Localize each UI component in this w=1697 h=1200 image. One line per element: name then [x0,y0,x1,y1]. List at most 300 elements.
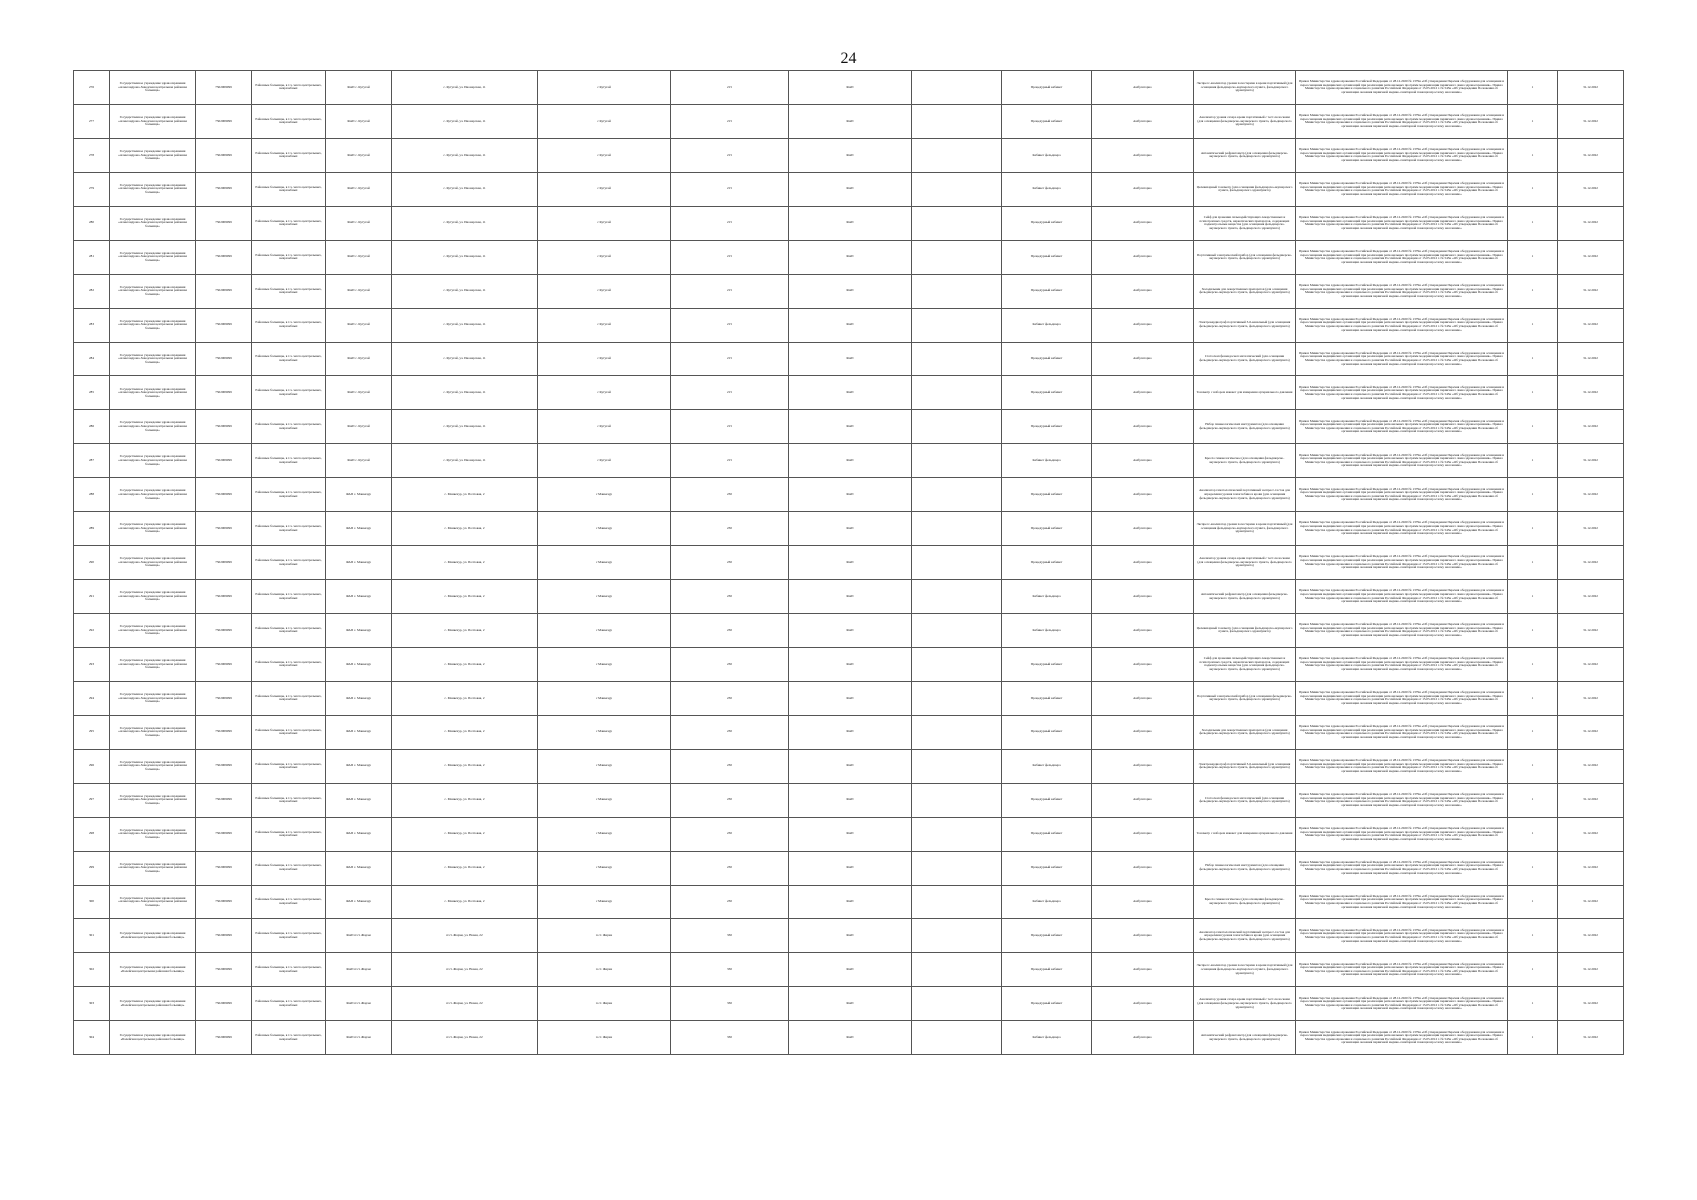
quantity-cell: 1 [1508,783,1558,817]
locality-cell: с Манкечур [538,614,671,648]
facility-form-cell: ФАП [789,851,912,885]
quantity-cell: 1 [1508,172,1558,206]
room-cell: Процедурный кабинет [1002,546,1092,580]
regulation-cell: Приказ Министерства здравоохранения Российской Федерации от 28.12.2020 № 1379н «Об утверждении Перечня оборудования для оснащения и переоснащения медицинских организаций при реализации региональных программ модернизации первичного звена здравоохранения». Приказ Министерства здравоохранения и социального развития Российской Федерации от 15.05.2012 г. № 543н «Об утверждении Положения об организации оказания первичной медико-санитарной помощи взрослому населению» [1296,444,1508,478]
regulation-cell: Приказ Министерства здравоохранения Российской Федерации от 28.12.2020 № 1379н «Об утверждении Перечня оборудования для оснащения и переоснащения медицинских организаций при реализации региональных программ модернизации первичного звена здравоохранения». Приказ Министерства здравоохранения и социального развития Российской Федерации от 15.05.2012 г. № 543н «Об утверждении Положения об организации оказания первичной медико-санитарной помощи взрослому населению» [1296,478,1508,512]
organization-cell: Государственное учреждение здравоохранения «Балейская центральная районная больница» [110,1021,196,1055]
locality-cell: п ст. Жарчи [538,987,671,1021]
facility-form-cell: ФАП [789,308,912,342]
settlement-code-cell: 215 [671,206,789,240]
locality-cell: п ст. Жарчи [538,953,671,987]
regulation-cell: Приказ Министерства здравоохранения Российской Федерации от 28.12.2020 № 1379н «Об утверждении Перечня оборудования для оснащения и переоснащения медицинских организаций при реализации региональных программ модернизации первичного звена здравоохранения». Приказ Министерства здравоохранения и социального развития Российской Федерации от 15.05.2012 г. № 543н «Об утверждении Положения об организации оказания первичной медико-санитарной помощи взрослому населению» [1296,817,1508,851]
empty-cell [912,919,1002,953]
equipment-cell: Тонометр с набором манжет для измерения артериального давления [1194,376,1296,410]
organization-cell: Государственное учреждение здравоохранения «Александрово-Заводская центральная районная больница» [110,715,196,749]
address-cell: с. Манкечур, ул. Почтовая, 2 [392,512,538,546]
code-cell: 7502009099 [196,206,252,240]
facility-name-cell: ФАП с. Кутугай [326,308,392,342]
empty-cell [912,885,1002,919]
settlement-code-cell: 230 [671,546,789,580]
locality-cell: с Манкечур [538,546,671,580]
settlement-code-cell: 230 [671,715,789,749]
quantity-cell: 1 [1508,953,1558,987]
locality-cell: с Манкечур [538,512,671,546]
row-number-cell: 291 [74,580,110,614]
facility-form-cell: ФАП [789,614,912,648]
empty-cell [912,987,1002,1021]
care-type-cell: Амбулаторно [1092,1021,1194,1055]
locality-cell: с Кутугай [538,342,671,376]
address-cell: с. Манкечур, ул. Почтовая, 2 [392,647,538,681]
locality-cell: с Кутугай [538,240,671,274]
table-row [74,1021,1624,1055]
settlement-code-cell: 230 [671,681,789,715]
locality-cell: п ст. Жарчи [538,919,671,953]
equipment-cell: Стетоскоп/фонендоскоп металлический (для оснащения фельдшерско-акушерского пункта, фельдшерского здравпункта) [1194,783,1296,817]
quantity-cell: 1 [1508,342,1558,376]
facility-form-cell: ФАП [789,71,912,105]
address-cell: п/ст. Жарчи, ул. Новая, 22 [392,987,538,1021]
facility-form-cell: ФАП [789,885,912,919]
date-cell: 31.12.2022 [1558,376,1624,410]
regulation-cell: Приказ Министерства здравоохранения Российской Федерации от 28.12.2020 № 1379н «Об утверждении Перечня оборудования для оснащения и переоснащения медицинских организаций при реализации региональных программ модернизации первичного звена здравоохранения». Приказ Министерства здравоохранения и социального развития Российской Федерации от 15.05.2012 г. № 543н «Об утверждении Положения об организации оказания первичной медико-санитарной помощи взрослому населению» [1296,138,1508,172]
facility-kind-cell: Районные больницы, в т.ч. число центральных, неврачебных [252,817,326,851]
row-number-cell: 293 [74,647,110,681]
address-cell: п/ст. Жарчи, ул. Новая, 22 [392,1021,538,1055]
settlement-code-cell: 230 [671,783,789,817]
facility-kind-cell: Районные больницы, в т.ч. число центральных, неврачебных [252,172,326,206]
code-cell: 7502009099 [196,681,252,715]
locality-cell: с Манкечур [538,817,671,851]
facility-name-cell: ФАП п/ст. Жарчи [326,1021,392,1055]
room-cell: Процедурный кабинет [1002,647,1092,681]
empty-cell [912,104,1002,138]
quantity-cell: 1 [1508,681,1558,715]
quantity-cell: 1 [1508,546,1558,580]
row-number-cell: 283 [74,308,110,342]
regulation-cell: Приказ Министерства здравоохранения Российской Федерации от 28.12.2020 № 1379н «Об утверждении Перечня оборудования для оснащения и переоснащения медицинских организаций при реализации региональных программ модернизации первичного звена здравоохранения». Приказ Министерства здравоохранения и социального развития Российской Федерации от 15.05.2012 г. № 543н «Об утверждении Положения об организации оказания первичной медико-санитарной помощи взрослому населению» [1296,647,1508,681]
facility-name-cell: ФАП с. Кутугай [326,410,392,444]
room-cell: Кабинет фельдшера [1002,614,1092,648]
locality-cell: с Манкечур [538,681,671,715]
organization-cell: Государственное учреждение здравоохранения «Балейская центральная районная больница» [110,919,196,953]
facility-name-cell: ФАП с. Кутугай [326,172,392,206]
room-cell: Процедурный кабинет [1002,342,1092,376]
table-row [74,71,1624,105]
table-row [74,715,1624,749]
facility-kind-cell: Районные больницы, в т.ч. число центральных, неврачебных [252,953,326,987]
equipment-cell: Набор гинекологических инструментов (для оснащения фельдшерско-акушерского пункта, фельдшерского здравпункта) [1194,410,1296,444]
empty-cell [912,308,1002,342]
facility-kind-cell: Районные больницы, в т.ч. число центральных, неврачебных [252,851,326,885]
table-row [74,138,1624,172]
date-cell: 31.12.2022 [1558,919,1624,953]
facility-form-cell: ФАП [789,987,912,1021]
settlement-code-cell: 215 [671,444,789,478]
care-type-cell: Амбулаторно [1092,783,1194,817]
code-cell: 7502009099 [196,376,252,410]
quantity-cell: 1 [1508,410,1558,444]
table-body [74,71,1624,1055]
facility-kind-cell: Районные больницы, в т.ч. число центральных, неврачебных [252,444,326,478]
code-cell: 7502009099 [196,885,252,919]
facility-kind-cell: Районные больницы, в т.ч. число центральных, неврачебных [252,1021,326,1055]
equipment-cell: Автоматический рефрактометр (для оснащения фельдшерско-акушерского пункта, фельдшерского здравпункта) [1194,1021,1296,1055]
facility-name-cell: ФАП с. Манкечур [326,783,392,817]
table-row [74,580,1624,614]
row-number-cell: 278 [74,138,110,172]
equipment-cell: Кресло гинекологическое (для оснащения фельдшерско-акушерского пункта, фельдшерского здравпункта) [1194,885,1296,919]
row-number-cell: 290 [74,546,110,580]
settlement-code-cell: 330 [671,1021,789,1055]
facility-kind-cell: Районные больницы, в т.ч. число центральных, неврачебных [252,274,326,308]
locality-cell: с Кутугай [538,444,671,478]
organization-cell: Государственное учреждение здравоохранения «Александрово-Заводская центральная районная больница» [110,308,196,342]
facility-kind-cell: Районные больницы, в т.ч. число центральных, неврачебных [252,749,326,783]
table-row [74,172,1624,206]
empty-cell [912,953,1002,987]
equipment-cell: Анализатор гематологический портативный экспресс-тестов для определения уровня гемоглобина в крови (для оснащения фельдшерско-акушерского пункта, фельдшерского здравпункта) [1194,919,1296,953]
locality-cell: с Манкечур [538,580,671,614]
empty-cell [912,580,1002,614]
facility-kind-cell: Районные больницы, в т.ч. число центральных, неврачебных [252,783,326,817]
facility-form-cell: ФАП [789,206,912,240]
table-row [74,104,1624,138]
room-cell: Процедурный кабинет [1002,919,1092,953]
equipment-cell: Анализатор уровня сахара крови портативный с тест-полосками (для оснащения фельдшерско-акушерского пункта, фельдшерского здравпункта) [1194,987,1296,1021]
equipment-cell: Холодильник для лекарственных препаратов (для оснащения фельдшерско-акушерского пункта, фельдшерского здравпункта) [1194,715,1296,749]
room-cell: Процедурный кабинет [1002,71,1092,105]
empty-cell [912,274,1002,308]
table-row [74,206,1624,240]
quantity-cell: 1 [1508,580,1558,614]
settlement-code-cell: 230 [671,478,789,512]
equipment-cell: Целевизарный тонометр (для оснащения фельдшерско-акушерского пункта, фельдшерского здравпункта) [1194,614,1296,648]
facility-name-cell: ФАП п/ст. Жарчи [326,919,392,953]
facility-name-cell: ФАП с. Манкечур [326,851,392,885]
table-row [74,240,1624,274]
facility-form-cell: ФАП [789,376,912,410]
address-cell: с. Манкечур, ул. Почтовая, 2 [392,546,538,580]
table-row [74,308,1624,342]
quantity-cell: 1 [1508,206,1558,240]
facility-name-cell: ФАП с. Манкечур [326,512,392,546]
row-number-cell: 299 [74,851,110,885]
room-cell: Процедурный кабинет [1002,240,1092,274]
regulation-cell: Приказ Министерства здравоохранения Российской Федерации от 28.12.2020 № 1379н «Об утверждении Перечня оборудования для оснащения и переоснащения медицинских организаций при реализации региональных программ модернизации первичного звена здравоохранения». Приказ Министерства здравоохранения и социального развития Российской Федерации от 15.05.2012 г. № 543н «Об утверждении Положения об организации оказания первичной медико-санитарной помощи взрослому населению» [1296,749,1508,783]
equipment-cell: Набор гинекологических инструментов (для оснащения фельдшерско-акушерского пункта, фельдшерского здравпункта) [1194,851,1296,885]
room-cell: Кабинет фельдшера [1002,1021,1092,1055]
equipment-cell: Экспресс-анализатор уровня холестерина в крови портативный (для оснащения фельдшерско-акушерского пункта, фельдшерского здравпункта) [1194,71,1296,105]
empty-cell [912,546,1002,580]
settlement-code-cell: 230 [671,580,789,614]
facility-form-cell: ФАП [789,715,912,749]
settlement-code-cell: 230 [671,817,789,851]
quantity-cell: 1 [1508,376,1558,410]
facility-form-cell: ФАП [789,1021,912,1055]
organization-cell: Государственное учреждение здравоохранения «Александрово-Заводская центральная районная больница» [110,240,196,274]
row-number-cell: 297 [74,783,110,817]
regulation-cell: Приказ Министерства здравоохранения Российской Федерации от 28.12.2020 № 1379н «Об утверждении Перечня оборудования для оснащения и переоснащения медицинских организаций при реализации региональных программ модернизации первичного звена здравоохранения». Приказ Министерства здравоохранения и социального развития Российской Федерации от 15.05.2012 г. № 543н «Об утверждении Положения об организации оказания первичной медико-санитарной помощи взрослому населению» [1296,376,1508,410]
organization-cell: Государственное учреждение здравоохранения «Александрово-Заводская центральная районная больница» [110,512,196,546]
table-row [74,647,1624,681]
quantity-cell: 1 [1508,138,1558,172]
row-number-cell: 294 [74,681,110,715]
table-row [74,851,1624,885]
facility-name-cell: ФАП с. Кутугай [326,274,392,308]
row-number-cell: 287 [74,444,110,478]
table-row [74,614,1624,648]
locality-cell: с Кутугай [538,274,671,308]
care-type-cell: Амбулаторно [1092,512,1194,546]
room-cell: Процедурный кабинет [1002,681,1092,715]
quantity-cell: 1 [1508,919,1558,953]
care-type-cell: Амбулаторно [1092,71,1194,105]
date-cell: 31.12.2022 [1558,240,1624,274]
empty-cell [912,206,1002,240]
settlement-code-cell: 215 [671,104,789,138]
address-cell: с. Кутугай, ул. Пионерская, 11 [392,342,538,376]
organization-cell: Государственное учреждение здравоохранения «Александрово-Заводская центральная районная больница» [110,444,196,478]
code-cell: 7502009099 [196,647,252,681]
date-cell: 31.12.2022 [1558,546,1624,580]
address-cell: п/ст. Жарчи, ул. Новая, 22 [392,919,538,953]
facility-form-cell: ФАП [789,274,912,308]
regulation-cell: Приказ Министерства здравоохранения Российской Федерации от 28.12.2020 № 1379н «Об утверждении Перечня оборудования для оснащения и переоснащения медицинских организаций при реализации региональных программ модернизации первичного звена здравоохранения». Приказ Министерства здравоохранения и социального развития Российской Федерации от 15.05.2012 г. № 543н «Об утверждении Положения об организации оказания первичной медико-санитарной помощи взрослому населению» [1296,172,1508,206]
quantity-cell: 1 [1508,647,1558,681]
equipment-cell: Портативный электрический прибор (для оснащения фельдшерско-акушерского пункта, фельдшерского здравпункта) [1194,681,1296,715]
facility-name-cell: ФАП с. Манкечур [326,817,392,851]
facility-name-cell: ФАП с. Манкечур [326,478,392,512]
regulation-cell: Приказ Министерства здравоохранения Российской Федерации от 28.12.2020 № 1379н «Об утверждении Перечня оборудования для оснащения и переоснащения медицинских организаций при реализации региональных программ модернизации первичного звена здравоохранения». Приказ Министерства здравоохранения и социального развития Российской Федерации от 15.05.2012 г. № 543н «Об утверждении Положения об организации оказания первичной медико-санитарной помощи взрослому населению» [1296,987,1508,1021]
code-cell: 7502009099 [196,172,252,206]
settlement-code-cell: 230 [671,614,789,648]
table-row [74,478,1624,512]
organization-cell: Государственное учреждение здравоохранения «Александрово-Заводская центральная районная больница» [110,478,196,512]
organization-cell: Государственное учреждение здравоохранения «Александрово-Заводская центральная районная больница» [110,580,196,614]
date-cell: 31.12.2022 [1558,851,1624,885]
room-cell: Процедурный кабинет [1002,104,1092,138]
date-cell: 31.12.2022 [1558,580,1624,614]
empty-cell [912,444,1002,478]
care-type-cell: Амбулаторно [1092,172,1194,206]
facility-form-cell: ФАП [789,580,912,614]
code-cell: 7502009099 [196,478,252,512]
quantity-cell: 1 [1508,851,1558,885]
locality-cell: с Манкечур [538,478,671,512]
regulation-cell: Приказ Министерства здравоохранения Российской Федерации от 28.12.2020 № 1379н «Об утверждении Перечня оборудования для оснащения и переоснащения медицинских организаций при реализации региональных программ модернизации первичного звена здравоохранения». Приказ Министерства здравоохранения и социального развития Российской Федерации от 15.05.2012 г. № 543н «Об утверждении Положения об организации оказания первичной медико-санитарной помощи взрослому населению» [1296,104,1508,138]
equipment-registry-table [73,70,1624,1055]
equipment-cell: Экспресс-анализатор уровня холестерина в крови портативный (для оснащения фельдшерско-акушерского пункта, фельдшерского здравпункта) [1194,512,1296,546]
equipment-cell: Сейф для хранения сильнодействующих лекарственных и психотропных средств, наркотических препаратов, содержащих подконтрольные вещества (для оснащения фельдшерско-акушерского пункта, фельдшерского здравпункта) [1194,647,1296,681]
table-row [74,410,1624,444]
facility-form-cell: ФАП [789,512,912,546]
organization-cell: Государственное учреждение здравоохранения «Балейская центральная районная больница» [110,987,196,1021]
quantity-cell: 1 [1508,1021,1558,1055]
empty-cell [912,817,1002,851]
facility-name-cell: ФАП с. Манкечур [326,715,392,749]
facility-kind-cell: Районные больницы, в т.ч. число центральных, неврачебных [252,647,326,681]
settlement-code-cell: 215 [671,172,789,206]
empty-cell [912,172,1002,206]
empty-cell [912,138,1002,172]
row-number-cell: 285 [74,376,110,410]
facility-kind-cell: Районные больницы, в т.ч. число центральных, неврачебных [252,206,326,240]
facility-kind-cell: Районные больницы, в т.ч. число центральных, неврачебных [252,614,326,648]
facility-kind-cell: Районные больницы, в т.ч. число центральных, неврачебных [252,715,326,749]
organization-cell: Государственное учреждение здравоохранения «Александрово-Заводская центральная районная больница» [110,817,196,851]
facility-kind-cell: Районные больницы, в т.ч. число центральных, неврачебных [252,512,326,546]
quantity-cell: 1 [1508,614,1558,648]
row-number-cell: 292 [74,614,110,648]
empty-cell [912,614,1002,648]
equipment-cell: Холодильник для лекарственных препаратов (для оснащения фельдшерско-акушерского пункта, фельдшерского здравпункта) [1194,274,1296,308]
settlement-code-cell: 215 [671,138,789,172]
regulation-cell: Приказ Министерства здравоохранения Российской Федерации от 28.12.2020 № 1379н «Об утверждении Перечня оборудования для оснащения и переоснащения медицинских организаций при реализации региональных программ модернизации первичного звена здравоохранения». Приказ Министерства здравоохранения и социального развития Российской Федерации от 15.05.2012 г. № 543н «Об утверждении Положения об организации оказания первичной медико-санитарной помощи взрослому населению» [1296,342,1508,376]
code-cell: 7502009099 [196,749,252,783]
address-cell: с. Кутугай, ул. Пионерская, 11 [392,444,538,478]
settlement-code-cell: 230 [671,749,789,783]
row-number-cell: 304 [74,1021,110,1055]
facility-name-cell: ФАП с. Кутугай [326,104,392,138]
room-cell: Кабинет фельдшера [1002,308,1092,342]
care-type-cell: Амбулаторно [1092,885,1194,919]
date-cell: 31.12.2022 [1558,478,1624,512]
equipment-cell: Автоматический рефрактометр (для оснащения фельдшерско-акушерского пункта, фельдшерского здравпункта) [1194,138,1296,172]
page-number: 24 [840,50,857,67]
table-row [74,885,1624,919]
settlement-code-cell: 230 [671,885,789,919]
address-cell: с. Кутугай, ул. Пионерская, 11 [392,308,538,342]
row-number-cell: 298 [74,817,110,851]
settlement-code-cell: 230 [671,647,789,681]
facility-form-cell: ФАП [789,546,912,580]
code-cell: 7502009099 [196,580,252,614]
organization-cell: Государственное учреждение здравоохранения «Александрово-Заводская центральная районная больница» [110,342,196,376]
code-cell: 7502009099 [196,410,252,444]
date-cell: 31.12.2022 [1558,512,1624,546]
empty-cell [912,410,1002,444]
settlement-code-cell: 215 [671,71,789,105]
address-cell: с. Кутугай, ул. Пионерская, 11 [392,138,538,172]
regulation-cell: Приказ Министерства здравоохранения Российской Федерации от 28.12.2020 № 1379н «Об утверждении Перечня оборудования для оснащения и переоснащения медицинских организаций при реализации региональных программ модернизации первичного звена здравоохранения». Приказ Министерства здравоохранения и социального развития Российской Федерации от 15.05.2012 г. № 543н «Об утверждении Положения об организации оказания первичной медико-санитарной помощи взрослому населению» [1296,953,1508,987]
regulation-cell: Приказ Министерства здравоохранения Российской Федерации от 28.12.2020 № 1379н «Об утверждении Перечня оборудования для оснащения и переоснащения медицинских организаций при реализации региональных программ модернизации первичного звена здравоохранения». Приказ Министерства здравоохранения и социального развития Российской Федерации от 15.05.2012 г. № 543н «Об утверждении Положения об организации оказания первичной медико-санитарной помощи взрослому населению» [1296,71,1508,105]
room-cell: Процедурный кабинет [1002,987,1092,1021]
organization-cell: Государственное учреждение здравоохранения «Александрово-Заводская центральная районная больница» [110,172,196,206]
date-cell: 31.12.2022 [1558,783,1624,817]
care-type-cell: Амбулаторно [1092,342,1194,376]
row-number-cell: 281 [74,240,110,274]
code-cell: 7502009099 [196,274,252,308]
table-row [74,987,1624,1021]
facility-form-cell: ФАП [789,478,912,512]
table-row [74,783,1624,817]
locality-cell: с Кутугай [538,410,671,444]
empty-cell [912,715,1002,749]
facility-name-cell: ФАП с. Кутугай [326,444,392,478]
code-cell: 7502009099 [196,444,252,478]
room-cell: Процедурный кабинет [1002,478,1092,512]
code-cell: 7502009099 [196,919,252,953]
row-number-cell: 286 [74,410,110,444]
care-type-cell: Амбулаторно [1092,715,1194,749]
care-type-cell: Амбулаторно [1092,104,1194,138]
date-cell: 31.12.2022 [1558,71,1624,105]
organization-cell: Государственное учреждение здравоохранения «Александрово-Заводская центральная районная больница» [110,138,196,172]
locality-cell: с Манкечур [538,647,671,681]
settlement-code-cell: 215 [671,274,789,308]
locality-cell: с Кутугай [538,172,671,206]
facility-kind-cell: Районные больницы, в т.ч. число центральных, неврачебных [252,885,326,919]
row-number-cell: 284 [74,342,110,376]
equipment-cell: Автоматический рефрактометр (для оснащения фельдшерско-акушерского пункта, фельдшерского здравпункта) [1194,580,1296,614]
address-cell: с. Кутугай, ул. Пионерская, 11 [392,274,538,308]
date-cell: 31.12.2022 [1558,206,1624,240]
organization-cell: Государственное учреждение здравоохранения «Александрово-Заводская центральная районная больница» [110,614,196,648]
organization-cell: Государственное учреждение здравоохранения «Балейская центральная районная больница» [110,953,196,987]
facility-kind-cell: Районные больницы, в т.ч. число центральных, неврачебных [252,580,326,614]
care-type-cell: Амбулаторно [1092,953,1194,987]
date-cell: 31.12.2022 [1558,749,1624,783]
facility-name-cell: ФАП с. Кутугай [326,342,392,376]
regulation-cell: Приказ Министерства здравоохранения Российской Федерации от 28.12.2020 № 1379н «Об утверждении Перечня оборудования для оснащения и переоснащения медицинских организаций при реализации региональных программ модернизации первичного звена здравоохранения». Приказ Министерства здравоохранения и социального развития Российской Федерации от 15.05.2012 г. № 543н «Об утверждении Положения об организации оказания первичной медико-санитарной помощи взрослому населению» [1296,206,1508,240]
locality-cell: с Кутугай [538,308,671,342]
facility-name-cell: ФАП п/ст. Жарчи [326,987,392,1021]
empty-cell [912,240,1002,274]
regulation-cell: Приказ Министерства здравоохранения Российской Федерации от 28.12.2020 № 1379н «Об утверждении Перечня оборудования для оснащения и переоснащения медицинских организаций при реализации региональных программ модернизации первичного звена здравоохранения». Приказ Министерства здравоохранения и социального развития Российской Федерации от 15.05.2012 г. № 543н «Об утверждении Положения об организации оказания первичной медико-санитарной помощи взрослому населению» [1296,580,1508,614]
organization-cell: Государственное учреждение здравоохранения «Александрово-Заводская центральная районная больница» [110,546,196,580]
locality-cell: с Кутугай [538,376,671,410]
care-type-cell: Амбулаторно [1092,206,1194,240]
row-number-cell: 277 [74,104,110,138]
room-cell: Кабинет фельдшера [1002,749,1092,783]
care-type-cell: Амбулаторно [1092,274,1194,308]
date-cell: 31.12.2022 [1558,681,1624,715]
facility-form-cell: ФАП [789,681,912,715]
facility-kind-cell: Районные больницы, в т.ч. число центральных, неврачебных [252,410,326,444]
code-cell: 7502009099 [196,342,252,376]
address-cell: с. Кутугай, ул. Пионерская, 11 [392,172,538,206]
regulation-cell: Приказ Министерства здравоохранения Российской Федерации от 28.12.2020 № 1379н «Об утверждении Перечня оборудования для оснащения и переоснащения медицинских организаций при реализации региональных программ модернизации первичного звена здравоохранения». Приказ Министерства здравоохранения и социального развития Российской Федерации от 15.05.2012 г. № 543н «Об утверждении Положения об организации оказания первичной медико-санитарной помощи взрослому населению» [1296,783,1508,817]
locality-cell: с Кутугай [538,206,671,240]
address-cell: с. Манкечур, ул. Почтовая, 2 [392,885,538,919]
settlement-code-cell: 330 [671,919,789,953]
locality-cell: с Кутугай [538,138,671,172]
care-type-cell: Амбулаторно [1092,240,1194,274]
room-cell: Кабинет фельдшера [1002,885,1092,919]
row-number-cell: 288 [74,478,110,512]
settlement-code-cell: 330 [671,953,789,987]
facility-form-cell: ФАП [789,410,912,444]
facility-form-cell: ФАП [789,953,912,987]
empty-cell [912,71,1002,105]
quantity-cell: 1 [1508,308,1558,342]
row-number-cell: 301 [74,919,110,953]
locality-cell: п ст. Жарчи [538,1021,671,1055]
table-row [74,681,1624,715]
regulation-cell: Приказ Министерства здравоохранения Российской Федерации от 28.12.2020 № 1379н «Об утверждении Перечня оборудования для оснащения и переоснащения медицинских организаций при реализации региональных программ модернизации первичного звена здравоохранения». Приказ Министерства здравоохранения и социального развития Российской Федерации от 15.05.2012 г. № 543н «Об утверждении Положения об организации оказания первичной медико-санитарной помощи взрослому населению» [1296,240,1508,274]
regulation-cell: Приказ Министерства здравоохранения Российской Федерации от 28.12.2020 № 1379н «Об утверждении Перечня оборудования для оснащения и переоснащения медицинских организаций при реализации региональных программ модернизации первичного звена здравоохранения». Приказ Министерства здравоохранения и социального развития Российской Федерации от 15.05.2012 г. № 543н «Об утверждении Положения об организации оказания первичной медико-санитарной помощи взрослому населению» [1296,410,1508,444]
empty-cell [912,376,1002,410]
organization-cell: Государственное учреждение здравоохранения «Александрово-Заводская центральная районная больница» [110,274,196,308]
room-cell: Процедурный кабинет [1002,851,1092,885]
empty-cell [912,783,1002,817]
table-row [74,342,1624,376]
table-row [74,444,1624,478]
care-type-cell: Амбулаторно [1092,546,1194,580]
code-cell: 7502009099 [196,71,252,105]
settlement-code-cell: 215 [671,308,789,342]
